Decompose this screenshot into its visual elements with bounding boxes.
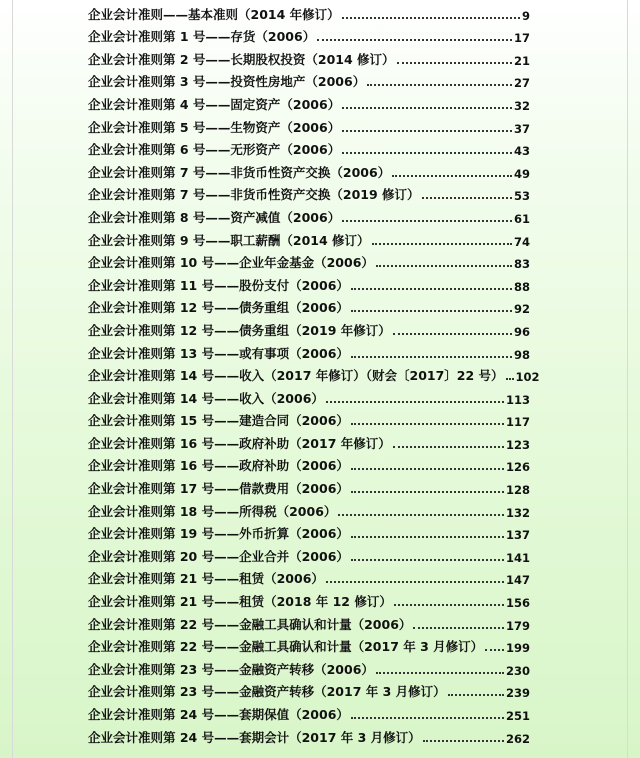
toc-entry[interactable] xyxy=(88,633,530,656)
toc-entry-title: 企业会计准则第 9 号——职工薪酬（2014 修订） xyxy=(88,232,370,248)
toc-entry-page-number: 96 xyxy=(513,324,530,339)
toc-entry-title: 企业会计准则第 7 号——非货币性资产交换（2006） xyxy=(88,164,391,180)
toc-entry-title: 企业会计准则第 23 号——金融资产转移（2006） xyxy=(88,661,374,677)
toc-entry-title: 企业会计准则第 12 号——债务重组（2006） xyxy=(88,300,349,316)
toc-entry-title: 企业会计准则第 2 号——长期股权投资（2014 修订） xyxy=(88,51,395,67)
toc-entry-page-number: 126 xyxy=(505,460,530,475)
toc-dot-leader xyxy=(342,220,512,222)
toc-entry-page-number: 239 xyxy=(505,686,530,701)
toc-entry[interactable] xyxy=(88,249,530,272)
toc-entry-title: 企业会计准则第 22 号——金融工具确认和计量（2017 年 3 月修订） xyxy=(88,639,484,655)
toc-entry-title: 企业会计准则第 5 号——生物资产（2006） xyxy=(88,119,341,135)
toc-dot-leader xyxy=(413,627,504,629)
toc-entry[interactable] xyxy=(88,452,530,475)
toc-entry-title: 企业会计准则第 16 号——政府补助（2006） xyxy=(88,458,349,474)
toc-dot-leader xyxy=(422,197,512,199)
toc-entry-page-number: 179 xyxy=(505,618,530,633)
toc-entry-title: 企业会计准则第 13 号——或有事项（2006） xyxy=(88,345,349,361)
toc-entry[interactable] xyxy=(88,384,530,407)
toc-entry-page-number: 27 xyxy=(513,76,530,91)
toc-dot-leader xyxy=(342,152,512,154)
toc-entry[interactable] xyxy=(88,542,530,565)
toc-dot-leader xyxy=(393,446,504,448)
toc-entry[interactable] xyxy=(88,68,530,91)
toc-dot-leader xyxy=(338,514,504,516)
toc-entry-title: 企业会计准则第 14 号——收入（2006） xyxy=(88,390,324,406)
toc-dot-leader xyxy=(351,559,504,561)
toc-dot-leader xyxy=(376,265,512,267)
toc-entry-page-number: 128 xyxy=(505,483,530,498)
toc-entry[interactable] xyxy=(88,90,530,113)
toc-entry-page-number: 61 xyxy=(513,211,530,226)
toc-entry-title: 企业会计准则第 11 号——股份支付（2006） xyxy=(88,277,349,293)
toc-entry-page-number: 156 xyxy=(505,596,530,611)
toc-entry[interactable] xyxy=(88,203,530,226)
toc-dot-leader xyxy=(392,175,512,177)
toc-dot-leader xyxy=(351,356,512,358)
toc-entry[interactable] xyxy=(88,339,530,362)
toc-entry-title: 企业会计准则——基本准则（2014 年修订） xyxy=(88,6,340,22)
toc-dot-leader xyxy=(317,39,512,41)
toc-dot-leader xyxy=(448,694,504,696)
toc-dot-leader xyxy=(351,468,504,470)
toc-entry[interactable] xyxy=(88,362,540,385)
toc-entry-page-number: 49 xyxy=(513,166,530,181)
toc-entry-page-number: 32 xyxy=(513,98,530,113)
toc-entry[interactable] xyxy=(88,294,530,317)
toc-dot-leader xyxy=(485,649,504,651)
toc-entry[interactable] xyxy=(88,429,530,452)
toc-entry[interactable] xyxy=(88,136,530,159)
toc-entry-title: 企业会计准则第 24 号——套期会计（2017 年 3 月修订） xyxy=(88,729,421,745)
toc-dot-leader xyxy=(351,288,512,290)
toc-entry-page-number: 262 xyxy=(505,731,530,746)
toc-entry-title: 企业会计准则第 21 号——租赁（2006） xyxy=(88,571,324,587)
toc-dot-leader xyxy=(367,84,512,86)
toc-entry[interactable] xyxy=(88,474,530,497)
toc-entry[interactable] xyxy=(88,587,530,610)
toc-entry-title: 企业会计准则第 3 号——投资性房地产（2006） xyxy=(88,74,366,90)
toc-entry[interactable] xyxy=(88,158,530,181)
toc-entry[interactable] xyxy=(88,271,530,294)
toc-entry-title: 企业会计准则第 18 号——所得税（2006） xyxy=(88,503,337,519)
toc-entry-page-number: 199 xyxy=(505,641,530,656)
toc-dot-leader xyxy=(397,62,512,64)
toc-entry-page-number: 141 xyxy=(505,550,530,565)
toc-dot-leader xyxy=(342,17,520,19)
toc-entry[interactable] xyxy=(88,316,530,339)
toc-entry[interactable] xyxy=(88,678,530,701)
toc-entry[interactable] xyxy=(88,610,530,633)
toc-entry-page-number: 21 xyxy=(513,53,530,68)
toc-entry[interactable] xyxy=(88,565,530,588)
toc-entry-title: 企业会计准则第 23 号——金融资产转移（2017 年 3 月修订） xyxy=(88,684,446,700)
toc-entry-title: 企业会计准则第 22 号——金融工具确认和计量（2006） xyxy=(88,616,412,632)
toc-dot-leader xyxy=(326,581,504,583)
toc-entry-page-number: 113 xyxy=(505,392,530,407)
toc-entry-title: 企业会计准则第 7 号——非货币性资产交换（2019 修订） xyxy=(88,187,420,203)
toc-entry-page-number: 43 xyxy=(513,144,530,159)
toc-entry-page-number: 102 xyxy=(515,370,540,385)
toc-entry-page-number: 17 xyxy=(513,31,530,46)
page-left-edge xyxy=(12,0,13,758)
toc-entry-page-number: 98 xyxy=(513,347,530,362)
toc-entry-title: 企业会计准则第 12 号——债务重组（2019 年修订） xyxy=(88,322,391,338)
toc-entry-title: 企业会计准则第 21 号——租赁（2018 年 12 修订） xyxy=(88,594,392,610)
toc-entry-page-number: 132 xyxy=(505,505,530,520)
toc-entry-page-number: 9 xyxy=(521,8,530,23)
toc-entry-page-number: 147 xyxy=(505,573,530,588)
toc-entry[interactable] xyxy=(88,497,530,520)
toc-entry-page-number: 74 xyxy=(513,234,530,249)
toc-dot-leader xyxy=(506,378,514,380)
toc-entry-title: 企业会计准则第 17 号——借款费用（2006） xyxy=(88,481,349,497)
toc-dot-leader xyxy=(393,333,512,335)
toc-entry[interactable] xyxy=(88,0,530,23)
toc-entry-page-number: 92 xyxy=(513,302,530,317)
toc-entry-page-number: 123 xyxy=(505,437,530,452)
toc-dot-leader xyxy=(376,672,504,674)
toc-entry-title: 企业会计准则第 19 号——外币折算（2006） xyxy=(88,526,349,542)
toc-entry[interactable] xyxy=(88,113,530,136)
toc-dot-leader xyxy=(351,310,512,312)
toc-dot-leader xyxy=(394,604,504,606)
toc-dot-leader xyxy=(351,717,504,719)
toc-entry[interactable] xyxy=(88,723,530,746)
toc-entry-title: 企业会计准则第 8 号——资产减值（2006） xyxy=(88,209,341,225)
toc-entry[interactable] xyxy=(88,700,530,723)
toc-entry-title: 企业会计准则第 6 号——无形资产（2006） xyxy=(88,142,341,158)
toc-entry-page-number: 251 xyxy=(505,709,530,723)
table-of-contents xyxy=(88,0,540,746)
toc-dot-leader xyxy=(351,536,504,538)
toc-entry-title: 企业会计准则第 20 号——企业合并（2006） xyxy=(88,548,349,564)
toc-dot-leader xyxy=(342,130,512,132)
toc-dot-leader xyxy=(423,740,504,742)
toc-dot-leader xyxy=(351,491,504,493)
toc-entry[interactable] xyxy=(88,23,530,46)
toc-entry-page-number: 83 xyxy=(513,257,530,272)
toc-entry[interactable] xyxy=(88,226,530,249)
page-right-edge xyxy=(627,0,628,758)
toc-entry-title: 企业会计准则第 14 号——收入（2017 年修订）（财会〔2017〕22 号） xyxy=(88,368,504,384)
toc-dot-leader xyxy=(342,107,512,109)
toc-entry-page-number: 117 xyxy=(505,415,530,430)
toc-entry[interactable] xyxy=(88,407,530,430)
toc-entry-title: 企业会计准则第 1 号——存货（2006） xyxy=(88,29,316,45)
toc-dot-leader xyxy=(351,423,504,425)
toc-entry-title: 企业会计准则第 4 号——固定资产（2006） xyxy=(88,96,341,112)
toc-entry-page-number: 88 xyxy=(513,279,530,294)
toc-entry-title: 企业会计准则第 10 号——企业年金基金（2006） xyxy=(88,255,374,271)
toc-dot-leader xyxy=(326,401,504,403)
toc-entry[interactable] xyxy=(88,655,530,678)
toc-entry[interactable] xyxy=(88,45,530,68)
toc-dot-leader xyxy=(372,243,512,245)
toc-entry-page-number: 37 xyxy=(513,121,530,136)
toc-entry-title: 企业会计准则第 16 号——政府补助（2017 年修订） xyxy=(88,435,391,451)
toc-entry-page-number: 53 xyxy=(513,189,530,204)
toc-entry[interactable] xyxy=(88,520,530,543)
toc-entry-page-number: 230 xyxy=(505,663,530,678)
toc-entry-title: 企业会计准则第 24 号——套期保值（2006） xyxy=(88,707,349,722)
toc-entry-page-number: 137 xyxy=(505,528,530,543)
toc-entry[interactable] xyxy=(88,181,530,204)
toc-entry-title: 企业会计准则第 15 号——建造合同（2006） xyxy=(88,413,349,429)
